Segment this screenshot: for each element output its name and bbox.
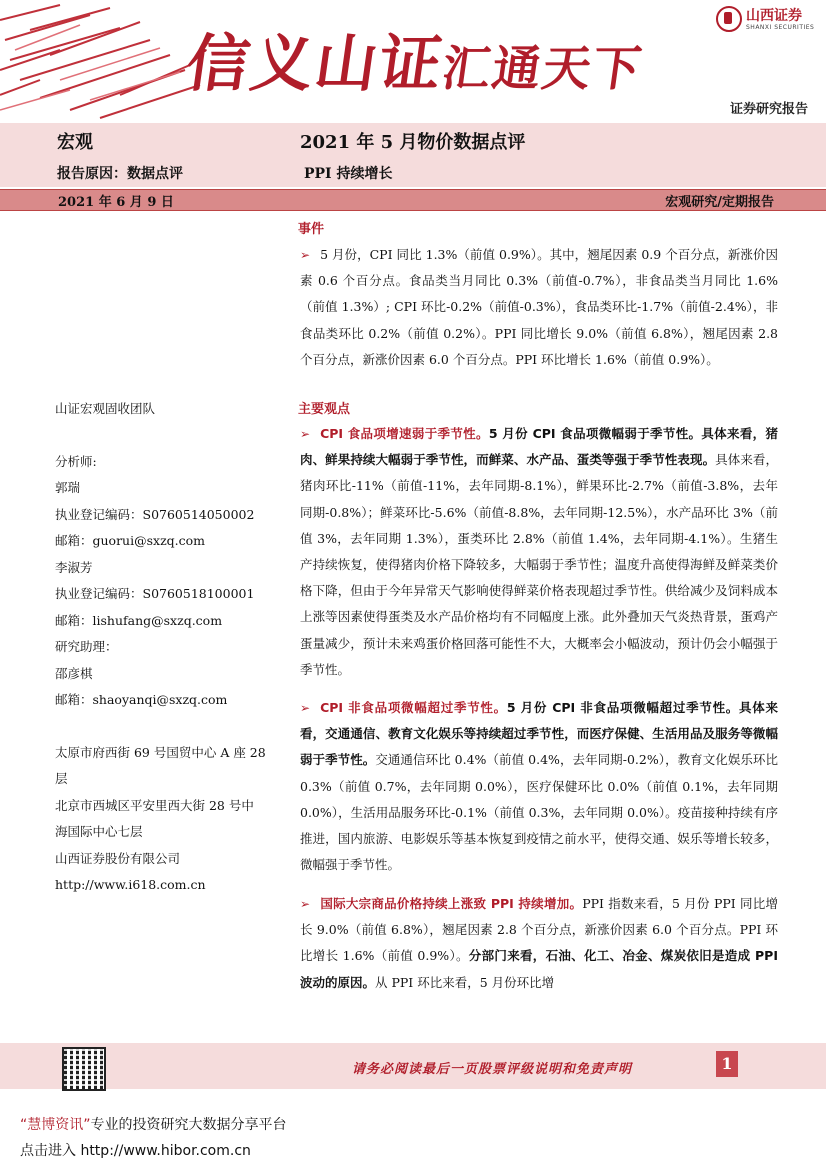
views-point-2 bbox=[300, 695, 778, 878]
events-heading: 事件 bbox=[298, 222, 325, 237]
address2-line1: 北京市西城区平安里西大街 28 号中 bbox=[55, 797, 254, 813]
point3-text1: PPI 指数来看，5 月份 PPI 同比增长 9.0%（前值 6.8%），翘尾因素 2.8 个百分点，新涨价因素 6.0 个百分点。PPI 环比增长 1.6%（前值 0.9%）。 bbox=[300, 896, 778, 964]
arrow-bullet-icon: ➢ bbox=[300, 897, 311, 911]
watermark-line1 bbox=[20, 1114, 287, 1134]
point2-text: 交通通信环比 0.4%（前值 0.4%，去年同期-0.2%），教育文化娱乐环比 0.3%（前值 0.7%，去年同期 0.0%），医疗保健环比 0.0%（前值 0.1%，去年同期 0.0%），生活用品服务环比-0.1%（前值 0.3%，去年同期 0.0%）。疫苗接种持续有序推进，国内旅游、电影娱乐等基本恢复到疫情之前水平，使得交通、娱乐等增长较多，微幅强于季节性。 bbox=[300, 752, 778, 873]
company-logo bbox=[716, 6, 814, 32]
point1-text: 具体来看，猪肉环比-11%（前值-11%，去年同期-8.1%），鲜果环比-2.7%（前值-3.8%，去年同期-0.8%）；鲜菜环比-5.6%（前值-8.8%，去年同期-12.5%），水产品环比 3%（前值 3%，去年同期 1.3%），蛋类环比 2.8%（前值 1.4%，去年同期-4.1%）。生猪生产持续恢复，使得猪肉价格下降较多，大幅弱于季节性；温度升高使得海鲜及鲜菜类价格下降，但由于今年异常天气影响使得鲜菜价格表现超过季节性。供给减少及饲料成本上涨等因素使得蛋类及水产品价格均有不同幅度上涨。此外叠加天气炎热背景，蛋鸡产蛋量减少，预计未来鸡蛋价格回落可能性不大，大概率会小幅波动，预计仍会小幅强于季节性。 bbox=[300, 452, 778, 677]
report-title: 2021 年 5 月物价数据点评 bbox=[300, 132, 526, 153]
analyst2-reg: 执业登记编码：S0760518100001 bbox=[55, 586, 255, 601]
views-point-3 bbox=[300, 891, 778, 996]
report-category: 宏观 bbox=[57, 132, 93, 153]
logo-cn-text: 山西证券 bbox=[746, 7, 802, 24]
company-website: http://www.i618.com.cn bbox=[55, 877, 206, 892]
logo-icon bbox=[716, 6, 742, 32]
events-text: 5 月份，CPI 同比 1.3%（前值 0.9%）。其中，翘尾因素 0.9 个百分点，新涨价因素 0.6 个百分点。食品类当月同比 0.3%（前值-0.7%），非食品类当月同比 1.6%（前值 1.3%）; CPI 环比-0.2%（前值-0.3%），食品类环比-1.7%（前值-2.4%），非食品类环比 0.2%（前值 0.2%）。PPI 同比增长 9.0%（前值 6.8%），翘尾因素 2.8 个百分点，新涨价因素 6.0 个百分点。PPI 环比增长 1.6%（前值 0.9%）。 bbox=[300, 247, 778, 367]
address1-line1: 太原市府西街 69 号国贸中心 A 座 28 bbox=[55, 744, 266, 760]
report-subtitle: PPI 持续增长 bbox=[304, 166, 393, 182]
report-series: 宏观研究/定期报告 bbox=[665, 195, 774, 210]
point3-bold: 分部门来看，石油、化工、冶金、煤炭依旧是造成 PPI 波动的原因。 bbox=[300, 948, 778, 990]
point2-bold: 5 月份 CPI 非食品项微幅超过季节性。具体来看，交通通信、教育文化娱乐等持续超过季节性，而医疗保健、生活用品及服务等微幅弱于季节性。 bbox=[300, 700, 778, 768]
assistant-name: 邵彦棋 bbox=[55, 665, 93, 681]
company-name: 山西证券股份有限公司 bbox=[55, 850, 181, 866]
analyst2-name: 李淑芳 bbox=[55, 559, 93, 575]
watermark-brand: “慧博资讯” bbox=[20, 1117, 91, 1133]
watermark-link[interactable]: 点击进入 http://www.hibor.com.cn bbox=[20, 1143, 251, 1159]
slogan bbox=[182, 14, 651, 103]
assistant-label: 研究助理： bbox=[55, 639, 118, 654]
views-point-1 bbox=[300, 421, 778, 683]
author-sidebar bbox=[55, 396, 285, 899]
arrow-bullet-icon: ➢ bbox=[300, 427, 311, 441]
analyst1-name: 郭瑞 bbox=[55, 480, 81, 495]
slogan-part2: 汇通天下 bbox=[438, 41, 647, 97]
events-paragraph bbox=[300, 242, 778, 373]
report-date: 2021 年 6 月 9 日 bbox=[58, 195, 174, 210]
point3-text2: 从 PPI 环比来看，5 月份环比增 bbox=[375, 974, 555, 990]
assistant-email: 邮箱：shaoyanqi@sxzq.com bbox=[55, 692, 228, 707]
page-number: 1 bbox=[716, 1051, 738, 1077]
point1-bold: 5 月份 CPI 食品项微幅弱于季节性。具体来看，猪肉、鲜果持续大幅弱于季节性，而鲜菜、水产品、蛋类等强于季节性表现。 bbox=[300, 426, 778, 468]
qr-code-pattern bbox=[64, 1049, 104, 1089]
address2-line2: 海国际中心七层 bbox=[55, 824, 143, 839]
team-name: 山证宏观固收团队 bbox=[55, 401, 156, 416]
report-type: 证券研究报告 bbox=[729, 102, 808, 117]
slogan-part1: 信义山证 bbox=[182, 27, 449, 100]
arrow-bullet-icon: ➢ bbox=[300, 701, 311, 715]
views-heading: 主要观点 bbox=[298, 402, 351, 417]
analyst1-reg: 执业登记编码：S0760514050002 bbox=[55, 506, 255, 522]
address1-line2: 层 bbox=[55, 771, 68, 786]
analyst-label: 分析师: bbox=[55, 453, 97, 469]
disclaimer-notice: 请务必阅读最后一页股票评级说明和免责声明 bbox=[352, 1062, 633, 1077]
watermark-tagline: 专业的投资研究大数据分享平台 bbox=[90, 1117, 287, 1133]
analyst2-email: 邮箱：lishufang@sxzq.com bbox=[55, 612, 223, 628]
analyst1-email: 邮箱：guorui@sxzq.com bbox=[55, 533, 206, 548]
point1-highlight: CPI 食品项增速弱于季节性。 bbox=[320, 426, 489, 441]
report-reason: 报告原因：数据点评 bbox=[57, 166, 183, 182]
logo-en-text: SHANXI SECURITIES bbox=[746, 23, 815, 31]
point3-highlight: 国际大宗商品价格持续上涨致 PPI 持续增加。 bbox=[320, 896, 583, 911]
point2-highlight: CPI 非食品项微幅超过季节性。 bbox=[320, 700, 507, 715]
arrow-bullet-icon: ➢ bbox=[300, 248, 311, 262]
